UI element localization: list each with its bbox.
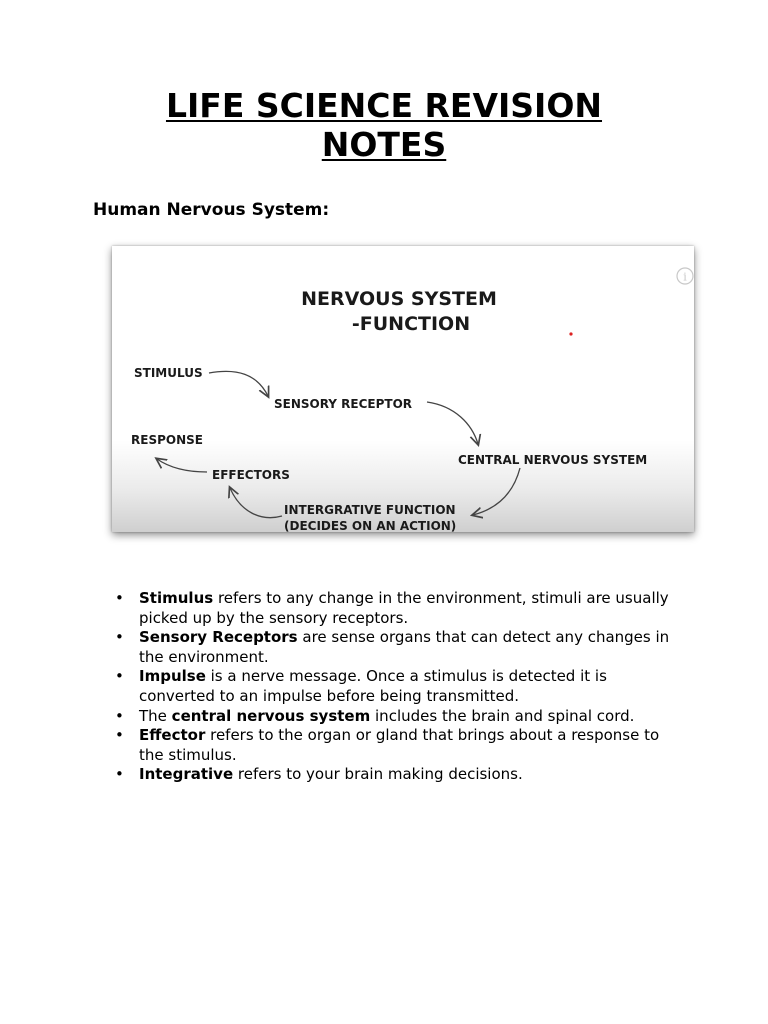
page-title	[0, 86, 768, 164]
label-central-nervous-system: CENTRAL NERVOUS SYSTEM	[458, 453, 648, 467]
nervous-system-diagram	[112, 246, 694, 532]
diagram-canvas	[112, 246, 694, 532]
arrow-effectors-to-response	[157, 459, 207, 472]
diagram-title-line-1: NERVOUS SYSTEM	[301, 288, 497, 310]
label-effectors: EFFECTORS	[212, 468, 290, 482]
arrow-stimulus-to-receptor	[209, 371, 268, 396]
note-term: Sensory Receptors	[139, 628, 298, 647]
list-item: • Stimulus refers to any change in the environment, stimuli are usually picked up by the sensory receptors.	[114, 589, 674, 628]
label-integrative-line-2: (DECIDES ON AN ACTION)	[284, 519, 457, 532]
arrow-integrative-to-effectors	[230, 488, 282, 518]
info-icon	[677, 268, 693, 284]
notes-list	[114, 589, 674, 785]
svg-text:i: i	[683, 270, 687, 284]
list-item: • Impulse is a nerve message. Once a stimulus is detected it is converted to an impulse before being transmitted.	[114, 667, 674, 706]
note-term: Effector	[139, 726, 206, 745]
list-item: • Integrative refers to your brain making decisions.	[114, 765, 674, 785]
arrow-cns-to-integrative	[473, 468, 520, 515]
label-response: RESPONSE	[131, 433, 203, 447]
arrow-receptor-to-cns	[427, 402, 478, 444]
note-term: Impulse	[139, 667, 206, 686]
diagram-title-line-2: -FUNCTION	[351, 313, 471, 335]
list-item: • Sensory Receptors are sense organs that can detect any changes in the environment.	[114, 628, 674, 667]
red-dot	[569, 332, 572, 335]
page-title-line-1: LIFE SCIENCE REVISION	[165, 86, 603, 125]
note-term: central nervous system	[171, 706, 371, 725]
note-term: Stimulus	[139, 589, 214, 607]
label-sensory-receptor: SENSORY RECEPTOR	[274, 397, 413, 411]
note-term: Integrative	[139, 765, 234, 784]
page-title-line-2: NOTES	[321, 125, 447, 164]
section-heading: Human Nervous System:	[93, 200, 330, 220]
label-stimulus: STIMULUS	[134, 366, 203, 380]
list-item: • Effector refers to the organ or gland that brings about a response to the stimulus.	[114, 726, 674, 765]
label-integrative-line-1: INTERGRATIVE FUNCTION	[284, 503, 456, 517]
list-item: • The central nervous system includes the brain and spinal cord.	[114, 707, 674, 727]
